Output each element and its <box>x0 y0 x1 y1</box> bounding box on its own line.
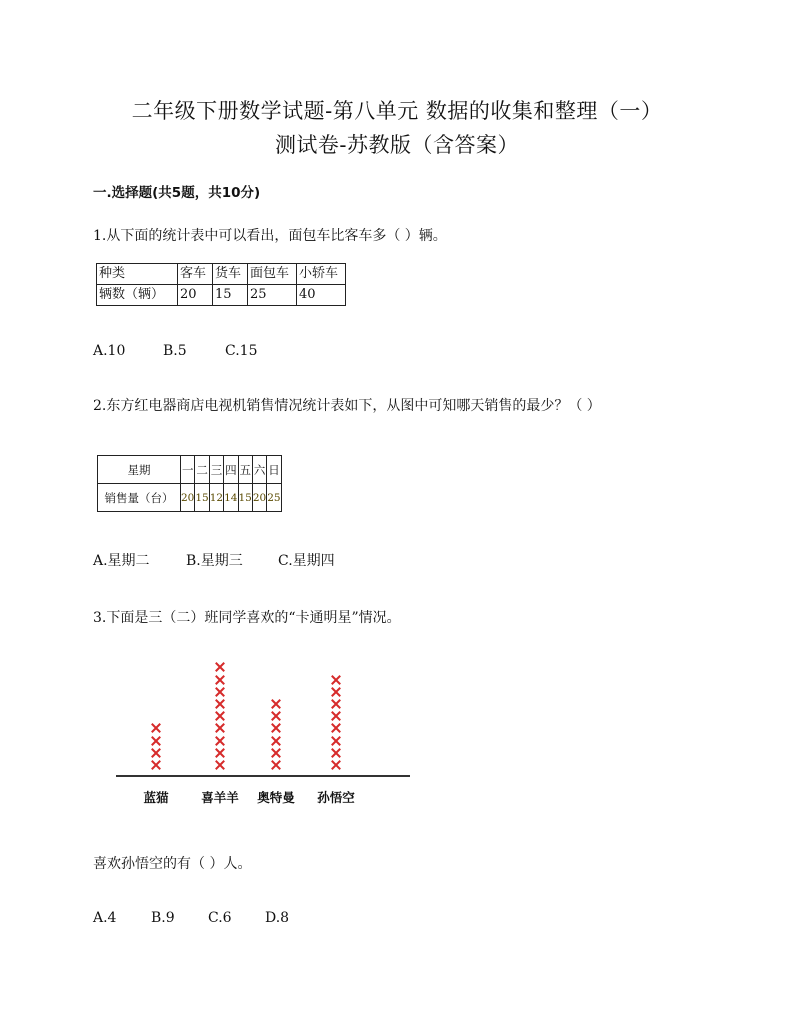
x-mark <box>215 675 225 685</box>
table-cell: 四 <box>224 456 238 484</box>
category-label: 喜羊羊 <box>201 790 239 805</box>
x-mark <box>271 760 281 770</box>
x-mark <box>331 675 341 685</box>
table-cell: 二 <box>195 456 209 484</box>
x-mark <box>331 760 341 770</box>
table-cell: 25 <box>248 285 297 306</box>
x-mark <box>151 736 161 746</box>
table-cell: 星期 <box>98 456 181 484</box>
option-b[interactable]: B.星期三 <box>186 553 243 569</box>
category-label: 蓝猫 <box>143 790 169 805</box>
table-cell: 20 <box>252 484 266 512</box>
x-mark <box>331 723 341 733</box>
section-heading: 一.选择题(共5题，共10分) <box>93 185 261 201</box>
x-mark <box>151 760 161 770</box>
table-cell: 种类 <box>97 264 178 285</box>
table-cell: 面包车 <box>248 264 297 285</box>
table-cell: 14 <box>224 484 238 512</box>
table-cell: 小轿车 <box>297 264 346 285</box>
x-mark <box>215 662 225 672</box>
x-mark <box>215 760 225 770</box>
x-mark <box>271 748 281 758</box>
table-cell: 20 <box>181 484 195 512</box>
table-cell: 25 <box>267 484 281 512</box>
table-cell: 40 <box>297 285 346 306</box>
x-mark <box>331 748 341 758</box>
table-row <box>98 484 282 512</box>
table-cell: 三 <box>209 456 223 484</box>
table-cell: 辆数（辆） <box>97 285 178 306</box>
question-2-options <box>93 550 335 570</box>
table-header-row <box>98 456 282 484</box>
table-cell: 货车 <box>213 264 248 285</box>
x-mark <box>215 687 225 697</box>
x-mark <box>151 723 161 733</box>
table-cell: 六 <box>252 456 266 484</box>
x-mark <box>271 711 281 721</box>
option-b[interactable]: B.9 <box>151 910 175 926</box>
question-1-text: 1.从下面的统计表中可以看出，面包车比客车多（ ）辆。 <box>93 228 447 244</box>
table-cell: 15 <box>195 484 209 512</box>
question-1-table <box>96 263 346 306</box>
x-axis <box>116 775 410 777</box>
option-c[interactable]: C.15 <box>225 343 258 359</box>
page-title-line2: 测试卷-苏教版（含答案） <box>274 133 520 157</box>
x-mark <box>215 723 225 733</box>
x-mark <box>331 699 341 709</box>
x-mark <box>331 687 341 697</box>
table-cell: 20 <box>178 285 213 306</box>
table-cell: 五 <box>238 456 252 484</box>
table-header-row <box>97 264 346 285</box>
category-label: 奥特曼 <box>257 790 295 805</box>
option-a[interactable]: A.4 <box>93 910 117 926</box>
question-3-text: 3.下面是三（二）班同学喜欢的“卡通明星”情况。 <box>93 610 401 626</box>
question-1-options <box>93 343 257 359</box>
table-cell: 销售量（台） <box>98 484 181 512</box>
question-3-subtext: 喜欢孙悟空的有（ ）人。 <box>93 856 252 872</box>
x-mark <box>215 711 225 721</box>
x-mark <box>271 699 281 709</box>
table-cell: 客车 <box>178 264 213 285</box>
question-3-options <box>93 910 289 926</box>
table-row <box>97 285 346 306</box>
x-mark <box>271 723 281 733</box>
x-mark <box>271 736 281 746</box>
table-cell: 15 <box>238 484 252 512</box>
option-a[interactable]: A.10 <box>93 343 126 359</box>
table-cell: 15 <box>213 285 248 306</box>
question-2-text: 2.东方红电器商店电视机销售情况统计表如下，从图中可知哪天销售的最少？（ ） <box>93 398 601 414</box>
option-a[interactable]: A.星期二 <box>93 553 150 569</box>
x-mark <box>215 736 225 746</box>
table-cell: 日 <box>267 456 281 484</box>
x-mark <box>151 748 161 758</box>
x-mark <box>215 699 225 709</box>
x-mark <box>331 736 341 746</box>
x-mark <box>331 711 341 721</box>
option-b[interactable]: B.5 <box>163 343 187 359</box>
cartoon-line-plot <box>110 650 420 810</box>
table-cell: 一 <box>181 456 195 484</box>
option-c[interactable]: C.星期四 <box>278 553 335 569</box>
table-cell: 12 <box>209 484 223 512</box>
x-mark <box>215 748 225 758</box>
question-2-table <box>97 455 282 512</box>
option-d[interactable]: D.8 <box>265 910 290 926</box>
page-title-line1: 二年级下册数学试题-第八单元 数据的收集和整理（一） <box>131 99 663 123</box>
option-c[interactable]: C.6 <box>208 910 232 926</box>
category-label: 孙悟空 <box>317 790 355 805</box>
